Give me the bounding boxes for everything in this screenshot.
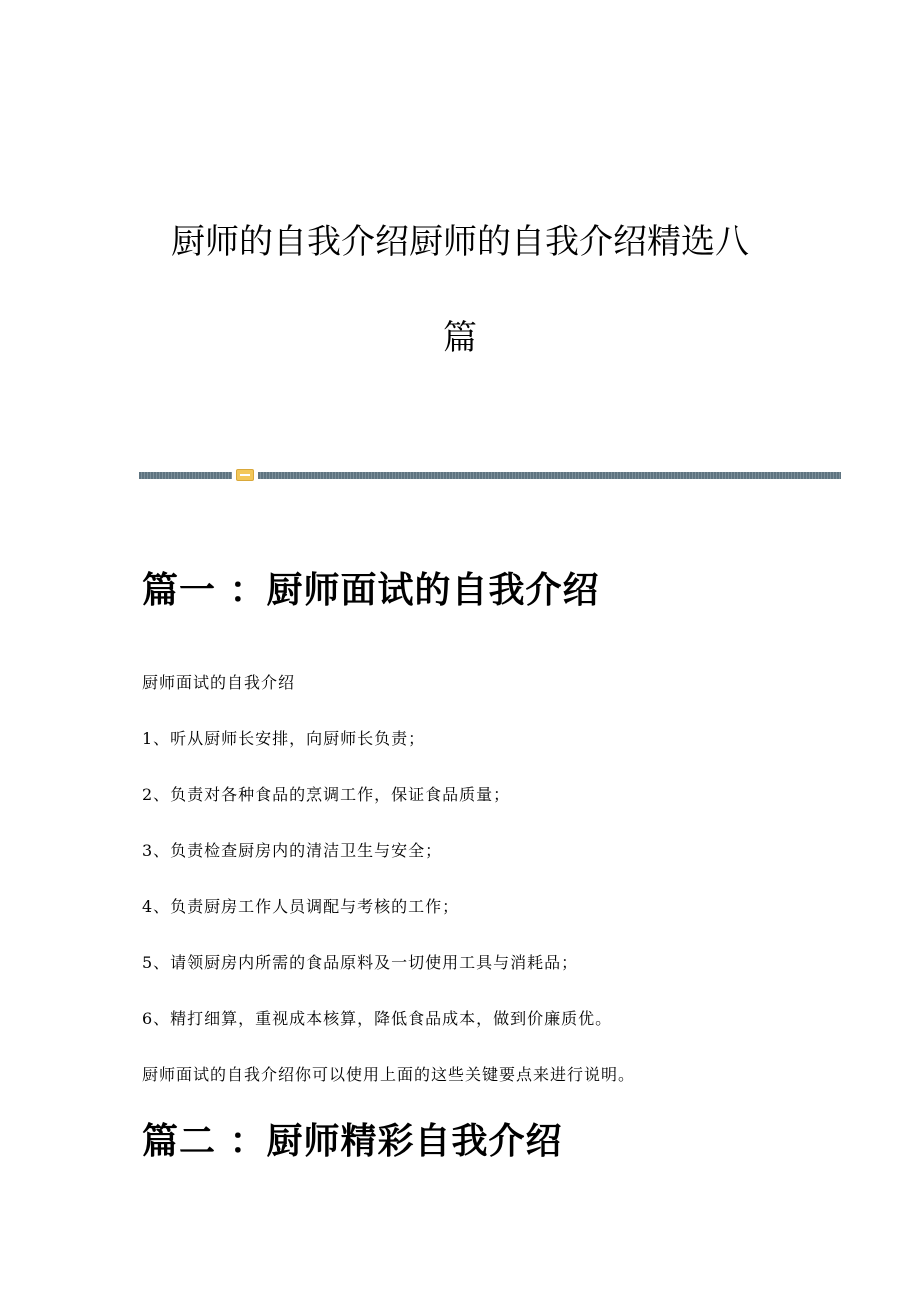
paragraph: 厨师面试的自我介绍你可以使用上面的这些关键要点来进行说明。 <box>142 1065 636 1084</box>
list-item: 5、请领厨房内所需的食品原料及一切使用工具与消耗品； <box>142 953 579 972</box>
paragraph: 厨师面试的自我介绍 <box>142 673 296 692</box>
list-item: 3、负责检查厨房内的清洁卫生与安全； <box>142 841 443 860</box>
section-heading-2: 篇二 ：厨师精彩自我介绍 <box>142 1120 563 1162</box>
list-item: 6、精打细算，重视成本核算，降低食品成本，做到价廉质优。 <box>142 1009 613 1028</box>
page-title-line-1: 厨师的自我介绍厨师的自我介绍精选八 <box>171 222 749 262</box>
section-heading-1: 篇一 ：厨师面试的自我介绍 <box>142 569 600 611</box>
title-divider <box>139 469 841 481</box>
list-item: 2、负责对各种食品的烹调工作，保证食品质量； <box>142 785 511 804</box>
divider-bar-right <box>258 472 841 479</box>
list-item: 4、负责厨房工作人员调配与考核的工作； <box>142 897 460 916</box>
list-item: 1、听从厨师长安排，向厨师长负责； <box>142 729 426 748</box>
divider-bar-left <box>139 472 232 479</box>
page-title-line-2: 篇 <box>443 318 477 358</box>
divider-ornament-icon <box>236 469 254 481</box>
